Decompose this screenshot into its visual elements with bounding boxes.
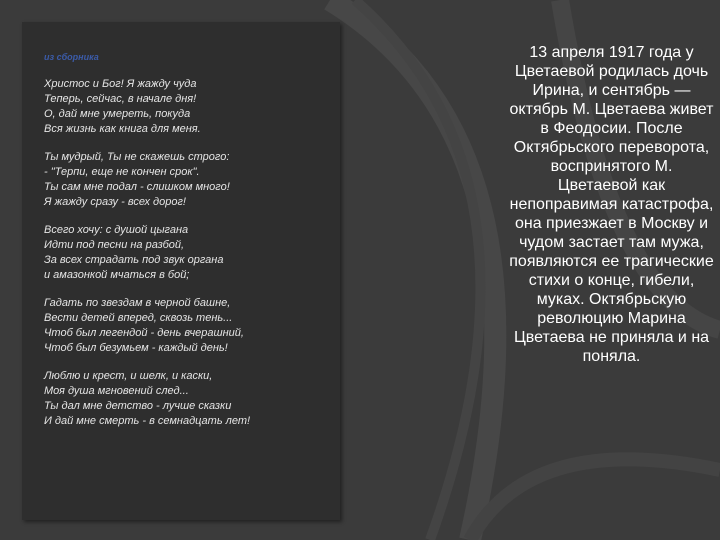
stanza	[44, 77, 334, 137]
stanza	[44, 150, 334, 210]
poem-line: и амазонкой мчаться в бой;	[44, 269, 190, 281]
poem-line: Моя душа мгновений след...	[44, 385, 189, 397]
stanza	[44, 296, 334, 356]
poem-line: Люблю и крест, и шелк, и каски,	[44, 370, 213, 382]
poem-heading: из сборника	[44, 52, 99, 62]
poem-line: И дай мне смерть - в семнадцать лет!	[44, 415, 251, 427]
bio-text: 13 апреля 1917 года у Цветаевой родилась дочь Ирина, и сентябрь — октябрь М. Цветаева живет в Феодосии. После Октябрьского переворота, воспринятого М. Цветаевой как непоправимая катастрофа, она приезжает в Москву и чудом застает там мужа, появляются ее трагические стихи о конце, гибели, муках. Октябрьскую революцию Марина Цветаева не приняла и на поняла.	[509, 44, 714, 365]
poem-line: Ты мудрый, Ты не скажешь строго:	[44, 151, 230, 163]
poem-line: За всех страдать под звук органа	[44, 254, 224, 266]
poem-line: Я жажду сразу - всех дорог!	[44, 196, 186, 208]
poem-line: Гадать по звездам в черной башне,	[44, 297, 231, 309]
poem-line: Вся жизнь как книга для меня.	[44, 123, 201, 135]
poem-line: Идти под песни на разбой,	[44, 239, 185, 251]
poem-line: - "Терпи, еще не кончен срок".	[44, 166, 200, 178]
poem-line: Вести детей вперед, сквозь тень...	[44, 312, 233, 324]
stanza	[44, 369, 334, 429]
poem-line: Ты дал мне детство - лучше сказки	[44, 400, 232, 412]
poem-line: Ты сам мне подал - слишком много!	[44, 181, 230, 193]
poem-line: Всего хочу: с душой цыгана	[44, 224, 189, 236]
poem-line: Христос и Бог! Я жажду чуда	[44, 78, 197, 90]
poem	[44, 77, 334, 442]
poem-line: Чтоб был легендой - день вчерашний,	[44, 327, 244, 339]
poem-line: О, дай мне умереть, покуда	[44, 108, 191, 120]
stanza	[44, 223, 334, 283]
poem-line: Теперь, сейчас, в начале дня!	[44, 93, 197, 105]
poem-line: Чтоб был безумьем - каждый день!	[44, 342, 228, 354]
